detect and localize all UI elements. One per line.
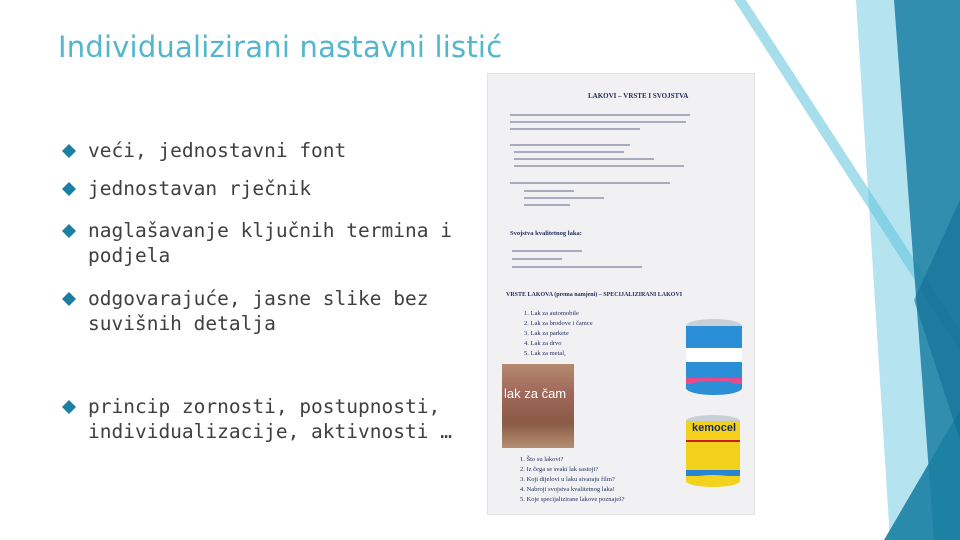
text-line [510, 182, 670, 184]
diamond-bullet-icon [62, 224, 76, 238]
text-line [512, 250, 582, 252]
diamond-bullet-icon [62, 182, 76, 196]
worksheet-photo [488, 74, 754, 514]
text-line [510, 144, 630, 146]
text-line [524, 190, 574, 192]
varnish-photo [502, 364, 574, 448]
worksheet-section-types: VRSTE LAKOVA (prema namjeni) – SPECIJALIZIRANI LAKOVI [506, 292, 683, 298]
bullet-text: naglašavanje ključnih termina i podjela [88, 219, 452, 267]
worksheet-question-item: 5. Koje specijalizirane lakove poznaješ? [520, 496, 625, 503]
bullet-text: odgovarajuće, jasne slike bez suvišnih detalja [88, 287, 429, 335]
text-line [514, 151, 624, 153]
text-line [524, 204, 570, 206]
text-line [512, 266, 642, 268]
worksheet-question-item: 3. Koji dijelovi u laku stvaraju film? [520, 476, 615, 483]
bullet-text: veći, jednostavni font [88, 139, 347, 162]
bullet-text: princip zornosti, postupnosti, individualizacije, aktivnosti … [88, 395, 452, 443]
worksheet-type-item: 3. Lak za parkete [524, 330, 569, 337]
diamond-bullet-icon [62, 144, 76, 158]
text-line [510, 114, 690, 116]
worksheet-type-item: 5. Lak za metal, [524, 350, 566, 357]
text-line [510, 128, 640, 130]
worksheet-type-item: 2. Lak za brodove i čamce [524, 320, 593, 327]
decorative-accent-shapes [734, 0, 960, 540]
bullet-text: jednostavan rječnik [88, 177, 312, 200]
text-line [514, 165, 684, 167]
worksheet-section-quality: Svojstva kvalitetnog laka: [510, 230, 582, 237]
paint-can-label: kemocel [692, 422, 737, 434]
varnish-photo-label: lak za čam [504, 386, 567, 401]
slide-title: Individualizirani nastavni listić [58, 30, 503, 64]
worksheet-question-item: 2. Iz čega se svaki lak sastoji? [520, 466, 599, 473]
worksheet-question-item: 1. Što su lakovi? [520, 456, 564, 463]
diamond-bullet-icon [62, 292, 76, 306]
worksheet-type-item: 1. Lak za automobile [524, 310, 579, 317]
diamond-bullet-icon [62, 400, 76, 414]
worksheet-title: LAKOVI – VRSTE I SVOJSTVA [588, 92, 689, 100]
worksheet-type-item: 4. Lak za drvo [524, 340, 562, 347]
worksheet-question-item: 4. Nabroji svojstva kvalitetnog laka! [520, 486, 615, 493]
text-line [512, 258, 562, 260]
text-line [510, 121, 686, 123]
text-line [524, 197, 604, 199]
text-line [514, 158, 654, 160]
paint-can-image [684, 318, 744, 398]
